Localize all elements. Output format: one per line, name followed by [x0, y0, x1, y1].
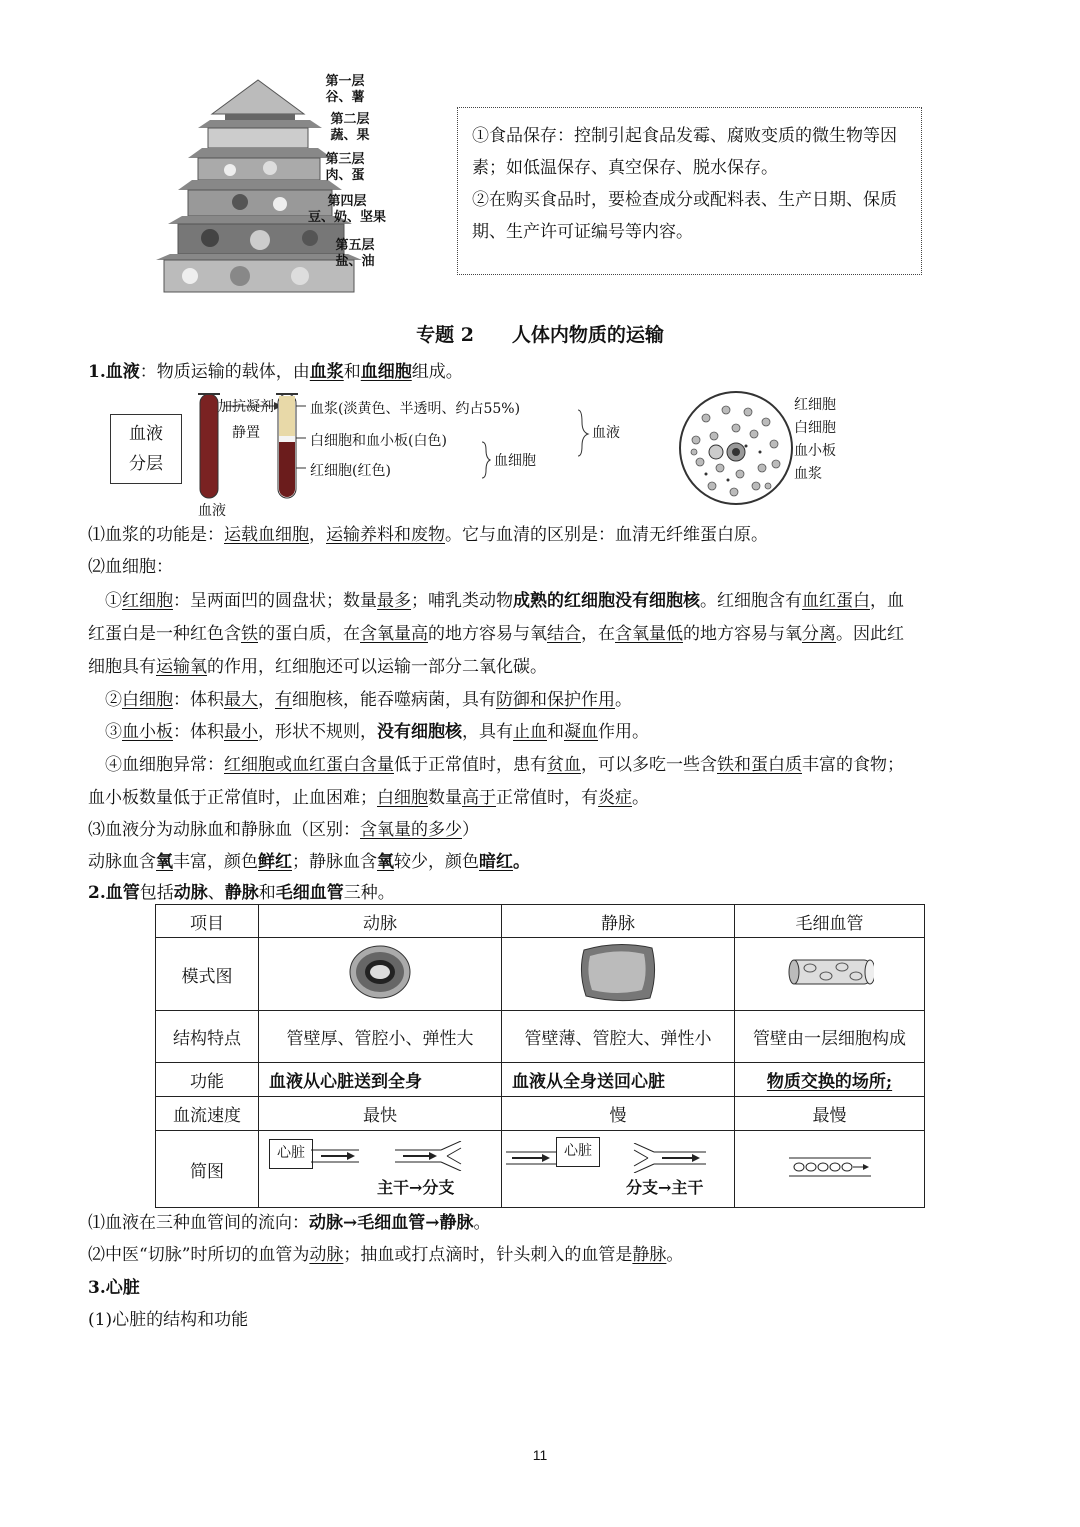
- vein-heart-box: 心脏: [556, 1137, 600, 1167]
- food-tip-1: ①食品保存：控制引起食品发霉、腐败变质的微生物等因素；如低温保存、真空保存、脱水保存。: [472, 126, 897, 178]
- section-3-heading: 3.心脏: [88, 1278, 140, 1298]
- arrow-label-settle: 静置: [232, 425, 260, 441]
- blood-cells-heading: ⑵血细胞：: [88, 557, 173, 577]
- abnormal-line-2: 血小板数量低于正常值时，止血困难；白细胞数量高于正常值时，有炎症。: [88, 788, 649, 808]
- row-label-speed: 血流速度: [156, 1097, 259, 1131]
- pyramid-layer-4: 第二层 蔬、果: [330, 112, 370, 143]
- page-number: 11: [532, 1447, 548, 1463]
- vein-cross-section-image: [578, 940, 658, 1004]
- smear-label-wbc: 白细胞: [794, 420, 836, 436]
- capillary-structure: 管壁由一层细胞构成: [735, 1011, 925, 1063]
- blood-layer-diagram: [110, 388, 650, 518]
- arterial-venous-line-2: 动脉血含氧丰富，颜色鲜红；静脉血含氧较少，颜色暗红。: [88, 852, 530, 872]
- artery-function: 血液从心脏送到全身: [259, 1063, 502, 1097]
- blood-smear-diagram: [676, 388, 876, 508]
- artery-cross-section-image: [348, 942, 412, 1002]
- smear-label-platelet: 血小板: [794, 443, 836, 459]
- wbc-platelet-label: 白细胞和血小板(白色): [310, 433, 447, 449]
- vein-sketch-cell: [502, 1131, 735, 1208]
- row-label-function: 功能: [156, 1063, 259, 1097]
- header-capillary: 毛细血管: [735, 905, 925, 938]
- row-label-structure: 结构特点: [156, 1011, 259, 1063]
- artery-heart-box: 心脏: [269, 1139, 313, 1169]
- table-row-function: [156, 1063, 925, 1097]
- abnormal-line-1: ④血细胞异常：红细胞或血红蛋白含量低于正常值时，患有贫血，可以多吃一些含铁和蛋白质丰富的食物；: [105, 755, 904, 775]
- section-2-heading: 2.血管包括动脉、静脉和毛细血管三种。: [88, 883, 395, 903]
- group-label-blood: 血液: [592, 425, 620, 441]
- vein-sketch-caption: 分支→主干: [626, 1178, 704, 1197]
- wbc-line: ②白细胞：体积最大，有细胞核，能吞噬病菌，具有防御和保护作用。: [105, 690, 632, 710]
- artery-sketch: [259, 1131, 501, 1207]
- artery-speed: 最快: [259, 1097, 502, 1131]
- food-tip-2: ②在购买食品时，要检查成分或配料表、生产日期、保质期、生产许可证编号等内容。: [472, 190, 897, 242]
- capillary-function: 物质交换的场所;: [766, 1072, 893, 1092]
- rbc-line-3: 细胞具有运输氧的作用，红细胞还可以运输一部分二氧化碳。: [88, 657, 547, 677]
- rbc-line-1: ①红细胞：呈两面凹的圆盘状；数量最多；哺乳类动物成熟的红细胞没有细胞核。红细胞含有血红蛋白，血: [105, 591, 904, 611]
- platelet-line: ③血小板：体积最小，形状不规则，没有细胞核，具有止血和凝血作用。: [105, 722, 649, 742]
- artery-flow-graphic: [311, 1141, 491, 1171]
- header-vein: 静脉: [502, 905, 735, 938]
- artery-sketch-cell: [259, 1131, 502, 1208]
- plasma-label: 血浆(淡黄色、半透明、约占55%): [310, 401, 521, 417]
- table-row-sketch: [156, 1131, 925, 1208]
- blood-vessel-table: [155, 904, 925, 1208]
- artery-pattern-cell: [259, 938, 502, 1011]
- arterial-venous-line-1: ⑶血液分为动脉血和静脉血（区别：含氧量的多少）: [88, 820, 479, 840]
- rbc-line-2: 红蛋白是一种红色含铁的蛋白质，在含氧量高的地方容易与氧结合，在含氧量低的地方容易与氧分离。因此红: [88, 624, 904, 644]
- header-item: 项目: [156, 905, 259, 938]
- capillary-image: [786, 954, 874, 990]
- table-header-row: [156, 905, 925, 938]
- section-3-1-heading: (1)心脏的结构和功能: [88, 1310, 249, 1330]
- pulse-vessel-line: ⑵中医“切脉”时所切的血管为动脉；抽血或打点滴时，针头刺入的血管是静脉。: [88, 1245, 684, 1265]
- table-row-structure: [156, 1011, 925, 1063]
- row-label-pattern: 模式图: [156, 938, 259, 1011]
- capillary-function-cell: [735, 1063, 925, 1097]
- vein-speed: 慢: [502, 1097, 735, 1131]
- topic-title: 专题 2 人体内物质的运输: [416, 324, 664, 346]
- vein-structure: 管壁薄、管腔大、弹性小: [502, 1011, 735, 1063]
- capillary-pattern-cell: [735, 938, 925, 1011]
- vein-function: 血液从全身送回心脏: [502, 1063, 735, 1097]
- tube-label-blood: 血液: [198, 503, 226, 519]
- pyramid-layer-5: 第一层 谷、薯: [325, 74, 365, 105]
- vein-sketch: [502, 1131, 734, 1207]
- artery-structure: 管壁厚、管腔小、弹性大: [259, 1011, 502, 1063]
- food-tips-box: [457, 107, 922, 275]
- blood-smear-graphic: [676, 388, 796, 508]
- vein-flow-graphic: [506, 1143, 734, 1173]
- pyramid-layer-3: 第三层 肉、蛋: [325, 152, 365, 183]
- blood-layer-box: 血液 分层: [110, 414, 182, 484]
- section-1-heading: 1.血液：物质运输的载体，由血浆和血细胞组成。: [88, 362, 463, 382]
- capillary-flow-graphic: [789, 1155, 871, 1179]
- artery-sketch-caption: 主干→分支: [377, 1178, 455, 1197]
- flow-direction-line: ⑴血液在三种血管间的流向：动脉→毛细血管→静脉。: [88, 1213, 491, 1233]
- row-label-sketch: 简图: [156, 1131, 259, 1208]
- group-label-cells: 血细胞: [494, 453, 536, 469]
- smear-label-plasma: 血浆: [794, 466, 822, 482]
- rbc-label: 红细胞(红色): [310, 463, 391, 479]
- pyramid-layer-2: 第四层 豆、奶、坚果: [307, 194, 386, 225]
- food-pyramid: [150, 70, 410, 295]
- capillary-sketch-cell: [735, 1131, 925, 1208]
- table-row-speed: [156, 1097, 925, 1131]
- header-artery: 动脉: [259, 905, 502, 938]
- arrow-label-anticoagulant: 加抗凝剂: [218, 399, 274, 415]
- smear-label-rbc: 红细胞: [794, 397, 836, 413]
- capillary-speed: 最慢: [735, 1097, 925, 1131]
- pyramid-layer-1: 第五层 盐、油: [335, 238, 375, 269]
- table-row-pattern: [156, 938, 925, 1011]
- vein-pattern-cell: [502, 938, 735, 1011]
- plasma-function: ⑴血浆的功能是：运载血细胞，运输养料和废物。它与血清的区别是：血清无纤维蛋白原。: [88, 525, 768, 545]
